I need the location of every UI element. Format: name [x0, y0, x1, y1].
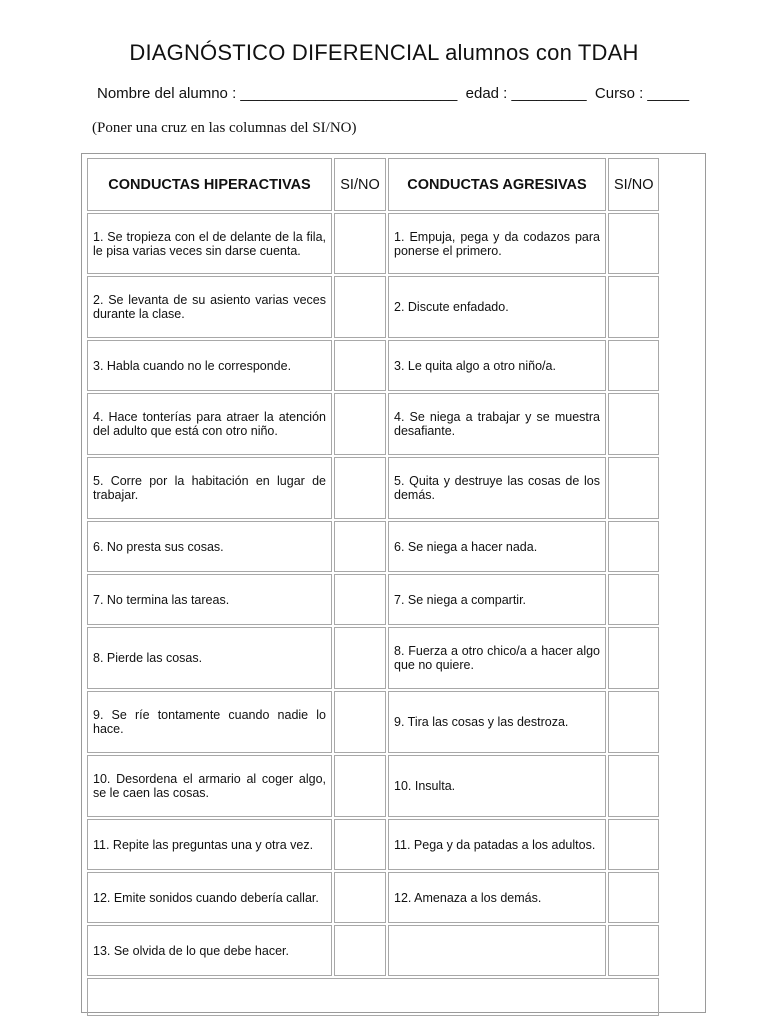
- hyperactive-behavior-cell: 3. Habla cuando no le corresponde.: [87, 340, 332, 391]
- hyperactive-behavior-cell: 6. No presta sus cosas.: [87, 521, 332, 572]
- table-row: [87, 457, 659, 519]
- si-no-checkbox-cell[interactable]: [334, 574, 386, 625]
- si-no-checkbox-cell[interactable]: [608, 574, 659, 625]
- aggressive-behavior-cell: 7. Se niega a compartir.: [388, 574, 606, 625]
- si-no-checkbox-cell[interactable]: [334, 925, 386, 976]
- document-title: DIAGNÓSTICO DIFERENCIAL alumnos con TDAH: [129, 40, 639, 65]
- empty-cell: [87, 978, 659, 1016]
- hyperactive-behavior-cell: 11. Repite las preguntas una y otra vez.: [87, 819, 332, 870]
- hyperactive-behavior-cell: 9. Se ríe tontamente cuando nadie lo hace.: [87, 691, 332, 753]
- si-no-checkbox-cell[interactable]: [334, 340, 386, 391]
- aggressive-behavior-cell: 8. Fuerza a otro chico/a a hacer algo que no quiere.: [388, 627, 606, 689]
- hyperactive-behavior-cell: 13. Se olvida de lo que debe hacer.: [87, 925, 332, 976]
- table-row: [87, 213, 659, 274]
- si-no-checkbox-cell[interactable]: [334, 755, 386, 817]
- hyperactive-behavior-cell: 1. Se tropieza con el de delante de la fila, le pisa varias veces sin darse cuenta.: [87, 213, 332, 274]
- table-row: [87, 574, 659, 625]
- si-no-checkbox-cell[interactable]: [608, 393, 659, 455]
- aggressive-behavior-cell: 4. Se niega a trabajar y se muestra desafiante.: [388, 393, 606, 455]
- si-no-checkbox-cell[interactable]: [334, 213, 386, 274]
- si-no-checkbox-cell[interactable]: [608, 755, 659, 817]
- si-no-checkbox-cell[interactable]: [334, 872, 386, 923]
- table-row: [87, 819, 659, 870]
- table-row: [87, 755, 659, 817]
- si-no-checkbox-cell[interactable]: [608, 213, 659, 274]
- aggressive-behavior-cell: [388, 925, 606, 976]
- header-si-no-2: SI/NO: [608, 158, 659, 211]
- instruction-text: (Poner una cruz en las columnas del SI/NO): [92, 120, 357, 136]
- hyperactive-behavior-cell: 4. Hace tonterías para atraer la atención del adulto que está con otro niño.: [87, 393, 332, 455]
- si-no-checkbox-cell[interactable]: [608, 276, 659, 338]
- table-row: [87, 393, 659, 455]
- aggressive-behavior-cell: 12. Amenaza a los demás.: [388, 872, 606, 923]
- aggressive-behavior-cell: 3. Le quita algo a otro niño/a.: [388, 340, 606, 391]
- si-no-checkbox-cell[interactable]: [334, 627, 386, 689]
- hyperactive-behavior-cell: 10. Desordena el armario al coger algo, se le caen las cosas.: [87, 755, 332, 817]
- aggressive-behavior-cell: 1. Empuja, pega y da codazos para ponerse el primero.: [388, 213, 606, 274]
- si-no-checkbox-cell[interactable]: [334, 276, 386, 338]
- aggressive-behavior-cell: 6. Se niega a hacer nada.: [388, 521, 606, 572]
- si-no-checkbox-cell[interactable]: [608, 819, 659, 870]
- table-row: [87, 340, 659, 391]
- empty-table-row: [87, 978, 659, 1016]
- hyperactive-behavior-cell: 8. Pierde las cosas.: [87, 627, 332, 689]
- aggressive-behavior-cell: 5. Quita y destruye las cosas de los demás.: [388, 457, 606, 519]
- header-aggressive: CONDUCTAS AGRESIVAS: [388, 158, 606, 211]
- si-no-checkbox-cell[interactable]: [334, 521, 386, 572]
- si-no-checkbox-cell[interactable]: [608, 691, 659, 753]
- table-row: [87, 521, 659, 572]
- si-no-checkbox-cell[interactable]: [608, 925, 659, 976]
- aggressive-behavior-cell: 2. Discute enfadado.: [388, 276, 606, 338]
- hyperactive-behavior-cell: 5. Corre por la habitación en lugar de trabajar.: [87, 457, 332, 519]
- aggressive-behavior-cell: 11. Pega y da patadas a los adultos.: [388, 819, 606, 870]
- si-no-checkbox-cell[interactable]: [334, 819, 386, 870]
- header-si-no-1: SI/NO: [334, 158, 386, 211]
- table-header-row: [87, 158, 659, 211]
- si-no-checkbox-cell[interactable]: [608, 340, 659, 391]
- table-row: [87, 872, 659, 923]
- si-no-checkbox-cell[interactable]: [608, 627, 659, 689]
- si-no-checkbox-cell[interactable]: [334, 457, 386, 519]
- table-row: [87, 627, 659, 689]
- si-no-checkbox-cell[interactable]: [608, 521, 659, 572]
- student-info-line: Nombre del alumno : __________________________ edad : _________ Curso : _____: [97, 85, 690, 102]
- table-row: [87, 925, 659, 976]
- si-no-checkbox-cell[interactable]: [334, 691, 386, 753]
- aggressive-behavior-cell: 10. Insulta.: [388, 755, 606, 817]
- table-row: [87, 276, 659, 338]
- hyperactive-behavior-cell: 2. Se levanta de su asiento varias veces durante la clase.: [87, 276, 332, 338]
- hyperactive-behavior-cell: 12. Emite sonidos cuando debería callar.: [87, 872, 332, 923]
- table-row: [87, 691, 659, 753]
- hyperactive-behavior-cell: 7. No termina las tareas.: [87, 574, 332, 625]
- behavior-table: [85, 156, 661, 1018]
- si-no-checkbox-cell[interactable]: [608, 872, 659, 923]
- aggressive-behavior-cell: 9. Tira las cosas y las destroza.: [388, 691, 606, 753]
- si-no-checkbox-cell[interactable]: [608, 457, 659, 519]
- si-no-checkbox-cell[interactable]: [334, 393, 386, 455]
- header-hyperactive: CONDUCTAS HIPERACTIVAS: [87, 158, 332, 211]
